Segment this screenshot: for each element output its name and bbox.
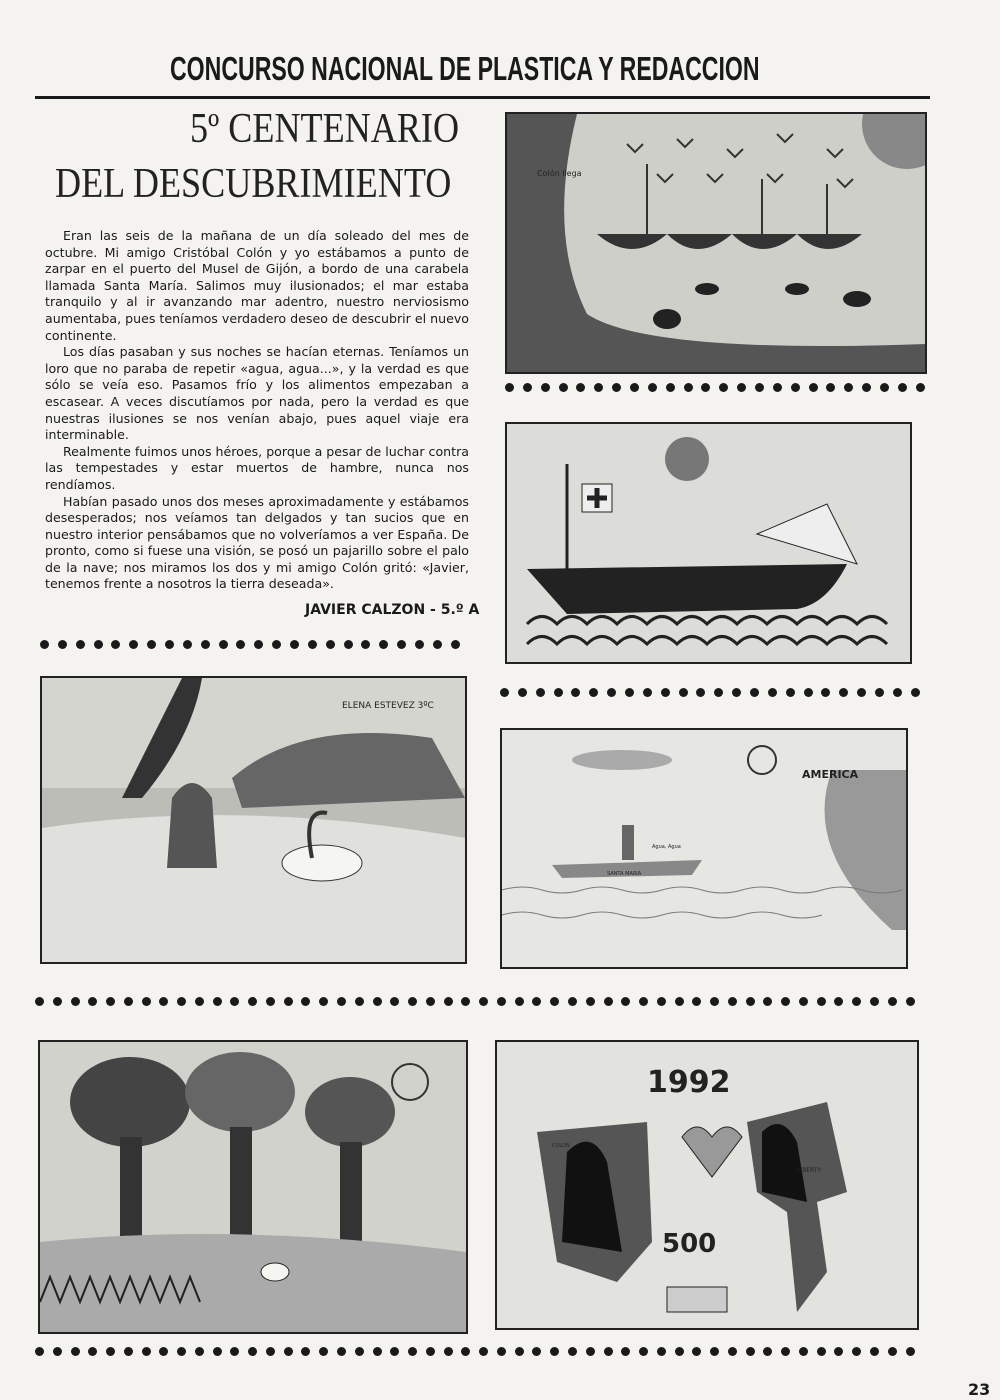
divider-dot [195,1347,204,1356]
divider-dot [177,1347,186,1356]
divider-dot [319,1347,328,1356]
divider-dot [888,997,897,1006]
drawing-1992-map [495,1040,919,1330]
divider-dot [559,383,568,392]
divider-dot [809,383,818,392]
article-author: JAVIER CALZON - 5.º A [305,602,480,618]
divider-dot [852,997,861,1006]
divider-dot [142,997,151,1006]
divider-dot [586,1347,595,1356]
divider-dot [532,1347,541,1356]
divider-dot [461,1347,470,1356]
divider-dot [692,997,701,1006]
dot-divider [35,1347,915,1359]
paragraph: Habían pasado unos dos meses aproximadamente y estábamos desesperados; nos veíamos tan delgados y tan sucios que en nuestro interior pensábamos que no volveríamos a ver España. De pronto, como si fuese una visión, se posó un pajarillo sobre el palo de la nave; nos miramos los dos y mi amigo Colón gritó: «Javier, tenemos frente a nosotros la tierra deseada». [45,493,469,592]
divider-dot [554,688,563,697]
divider-dot [916,383,925,392]
divider-dot [301,1347,310,1356]
divider-dot [124,1347,133,1356]
divider-dot [710,1347,719,1356]
header-rule [35,96,930,99]
divider-dot [834,1347,843,1356]
divider-dot [870,1347,879,1356]
divider-dot [355,1347,364,1356]
divider-dot [728,1347,737,1356]
divider-dot [817,997,826,1006]
divider-dot [248,997,257,1006]
divider-dot [862,383,871,392]
divider-dot [201,640,210,649]
divider-dot [666,383,675,392]
divider-dot [433,640,442,649]
divider-dot [124,997,133,1006]
divider-dot [71,1347,80,1356]
divider-dot [515,997,524,1006]
divider-dot [750,688,759,697]
divider-dot [781,1347,790,1356]
page-number: 23 [968,1380,991,1399]
divider-dot [35,1347,44,1356]
divider-dot [444,997,453,1006]
divider-dot [639,1347,648,1356]
divider-dot [763,1347,772,1356]
divider-dot [763,997,772,1006]
divider-dot [804,688,813,697]
paragraph: Realmente fuimos unos héroes, porque a pesar de luchar contra las tempestades y estar muertos de hambre, nunca nos rendíamos. [45,443,469,492]
divider-dot [604,997,613,1006]
divider-dot [355,997,364,1006]
divider-dot [870,997,879,1006]
divider-dot [165,640,174,649]
divider-dot [284,1347,293,1356]
divider-dot [786,688,795,697]
divider-dot [319,997,328,1006]
divider-dot [675,1347,684,1356]
divider-dot [621,997,630,1006]
divider-dot [857,688,866,697]
divider-dot [550,997,559,1006]
divider-dot [576,383,585,392]
divider-dot [679,688,688,697]
divider-dot [326,640,335,649]
drawing-caption: Colón llega [537,169,582,178]
drawing-caption: AMERICA [802,768,859,781]
divider-dot [71,997,80,1006]
divider-dot [568,1347,577,1356]
divider-dot [159,1347,168,1356]
dot-divider [505,383,925,395]
divider-dot [408,997,417,1006]
divider-dot [390,997,399,1006]
dot-divider [35,997,915,1009]
article-title-line2: DEL DESCUBRIMIENTO [55,161,452,207]
divider-dot [710,997,719,1006]
divider-dot [657,1347,666,1356]
divider-dot [839,688,848,697]
divider-dot [594,383,603,392]
divider-dot [142,1347,151,1356]
divider-dot [272,640,281,649]
divider-dot [607,688,616,697]
divider-dot [337,1347,346,1356]
divider-dot [290,640,299,649]
divider-dot [604,1347,613,1356]
drawing-swan-lake [40,676,467,964]
divider-dot [177,997,186,1006]
divider-dot [906,1347,915,1356]
divider-dot [76,640,85,649]
divider-dot [625,688,634,697]
divider-dot [834,997,843,1006]
divider-dot [183,640,192,649]
divider-dot [230,997,239,1006]
divider-dot [541,383,550,392]
divider-dot [248,1347,257,1356]
divider-dot [53,997,62,1006]
divider-dot [301,997,310,1006]
divider-dot [230,1347,239,1356]
divider-dot [732,688,741,697]
colon-label: COLON [552,1143,570,1149]
divider-dot [621,1347,630,1356]
drawing-ship-with-cross [505,422,912,664]
divider-dot [799,1347,808,1356]
divider-dot [852,1347,861,1356]
divider-dot [111,640,120,649]
paragraph: Los días pasaban y sus noches se hacían eternas. Teníamos un loro que no paraba de repetir «agua, agua...», y la verdad es que sólo se veía eso. Pasamos frío y los alimentos empezaban a escasear. A veces discutíamos por nada, pero la verdad es que nuestras ilusiones se nos venían abajo, pues aquel viaje era interminable. [45,344,469,443]
paragraph: Eran las seis de la mañana de un día soleado del mes de octubre. Mi amigo Cristóbal Colón y yo estábamos a punto de zarpar en el puerto del Musel de Gijón, a bordo de una carabela llamada Santa María. Salimos muy ilusionados; el mar estaba tranquilo y al ir avanzando mar adentro, nuestro nerviosismo aumentaba, pues teníamos verdadero deseo de descubrir el nuevo continente. [45,228,469,343]
divider-dot [719,383,728,392]
divider-dot [746,1347,755,1356]
divider-dot [550,1347,559,1356]
divider-dot [58,640,67,649]
divider-dot [266,1347,275,1356]
divider-dot [821,688,830,697]
divider-dot [684,383,693,392]
divider-dot [40,640,49,649]
divider-dot [911,688,920,697]
divider-dot [799,997,808,1006]
divider-dot [844,383,853,392]
divider-dot [129,640,138,649]
divider-dot [639,997,648,1006]
divider-dot [426,997,435,1006]
divider-dot [589,688,598,697]
divider-dot [88,1347,97,1356]
divider-dot [728,997,737,1006]
parrot-caption: Agua, Agua [652,844,681,850]
divider-dot [284,997,293,1006]
divider-dot [781,997,790,1006]
divider-dot [523,383,532,392]
divider-dot [159,997,168,1006]
divider-dot [791,383,800,392]
year-label: 1992 [647,1065,731,1100]
divider-dot [643,688,652,697]
divider-dot [875,688,884,697]
divider-dot [532,997,541,1006]
divider-dot [451,640,460,649]
divider-dot [817,1347,826,1356]
divider-dot [390,1347,399,1356]
divider-dot [768,688,777,697]
divider-dot [444,1347,453,1356]
divider-dot [308,640,317,649]
divider-dot [737,383,746,392]
drawing-caption: ELENA ESTEVEZ 3ºC [342,701,434,711]
liberty-label: LIBERTY [797,1167,822,1174]
divider-dot [426,1347,435,1356]
divider-dot [906,997,915,1006]
count-label: 500 [662,1229,717,1259]
divider-dot [773,383,782,392]
dot-divider [500,688,920,700]
divider-dot [266,997,275,1006]
divider-dot [195,997,204,1006]
divider-dot [94,640,103,649]
section-header: CONCURSO NACIONAL DE PLASTICA Y REDACCION [170,50,760,87]
divider-dot [893,688,902,697]
divider-dot [675,997,684,1006]
divider-dot [415,640,424,649]
divider-dot [692,1347,701,1356]
divider-dot [147,640,156,649]
article-body [45,228,469,593]
divider-dot [536,688,545,697]
divider-dot [337,997,346,1006]
divider-dot [497,1347,506,1356]
divider-dot [53,1347,62,1356]
divider-dot [373,1347,382,1356]
divider-dot [648,383,657,392]
divider-dot [696,688,705,697]
divider-dot [612,383,621,392]
divider-dot [344,640,353,649]
divider-dot [236,640,245,649]
divider-dot [880,383,889,392]
divider-dot [630,383,639,392]
divider-dot [213,997,222,1006]
drawing-trees-rabbit [38,1040,468,1334]
divider-dot [479,1347,488,1356]
divider-dot [461,997,470,1006]
article-title-line1: 5º CENTENARIO [190,106,460,152]
divider-dot [106,1347,115,1356]
divider-dot [568,997,577,1006]
divider-dot [888,1347,897,1356]
divider-dot [379,640,388,649]
divider-dot [479,997,488,1006]
dot-divider [40,640,460,652]
divider-dot [35,997,44,1006]
divider-dot [746,997,755,1006]
divider-dot [898,383,907,392]
drawing-santa-maria-america [500,728,908,969]
divider-dot [106,997,115,1006]
divider-dot [373,997,382,1006]
divider-dot [755,383,764,392]
ship-caption: SANTA MARIA [607,871,642,877]
divider-dot [661,688,670,697]
divider-dot [586,997,595,1006]
divider-dot [254,640,263,649]
divider-dot [361,640,370,649]
drawing-ships-at-sea [505,112,927,374]
divider-dot [397,640,406,649]
divider-dot [219,640,228,649]
divider-dot [657,997,666,1006]
divider-dot [714,688,723,697]
divider-dot [571,688,580,697]
divider-dot [505,383,514,392]
divider-dot [497,997,506,1006]
divider-dot [826,383,835,392]
divider-dot [88,997,97,1006]
divider-dot [518,688,527,697]
divider-dot [515,1347,524,1356]
divider-dot [701,383,710,392]
divider-dot [213,1347,222,1356]
divider-dot [408,1347,417,1356]
divider-dot [500,688,509,697]
